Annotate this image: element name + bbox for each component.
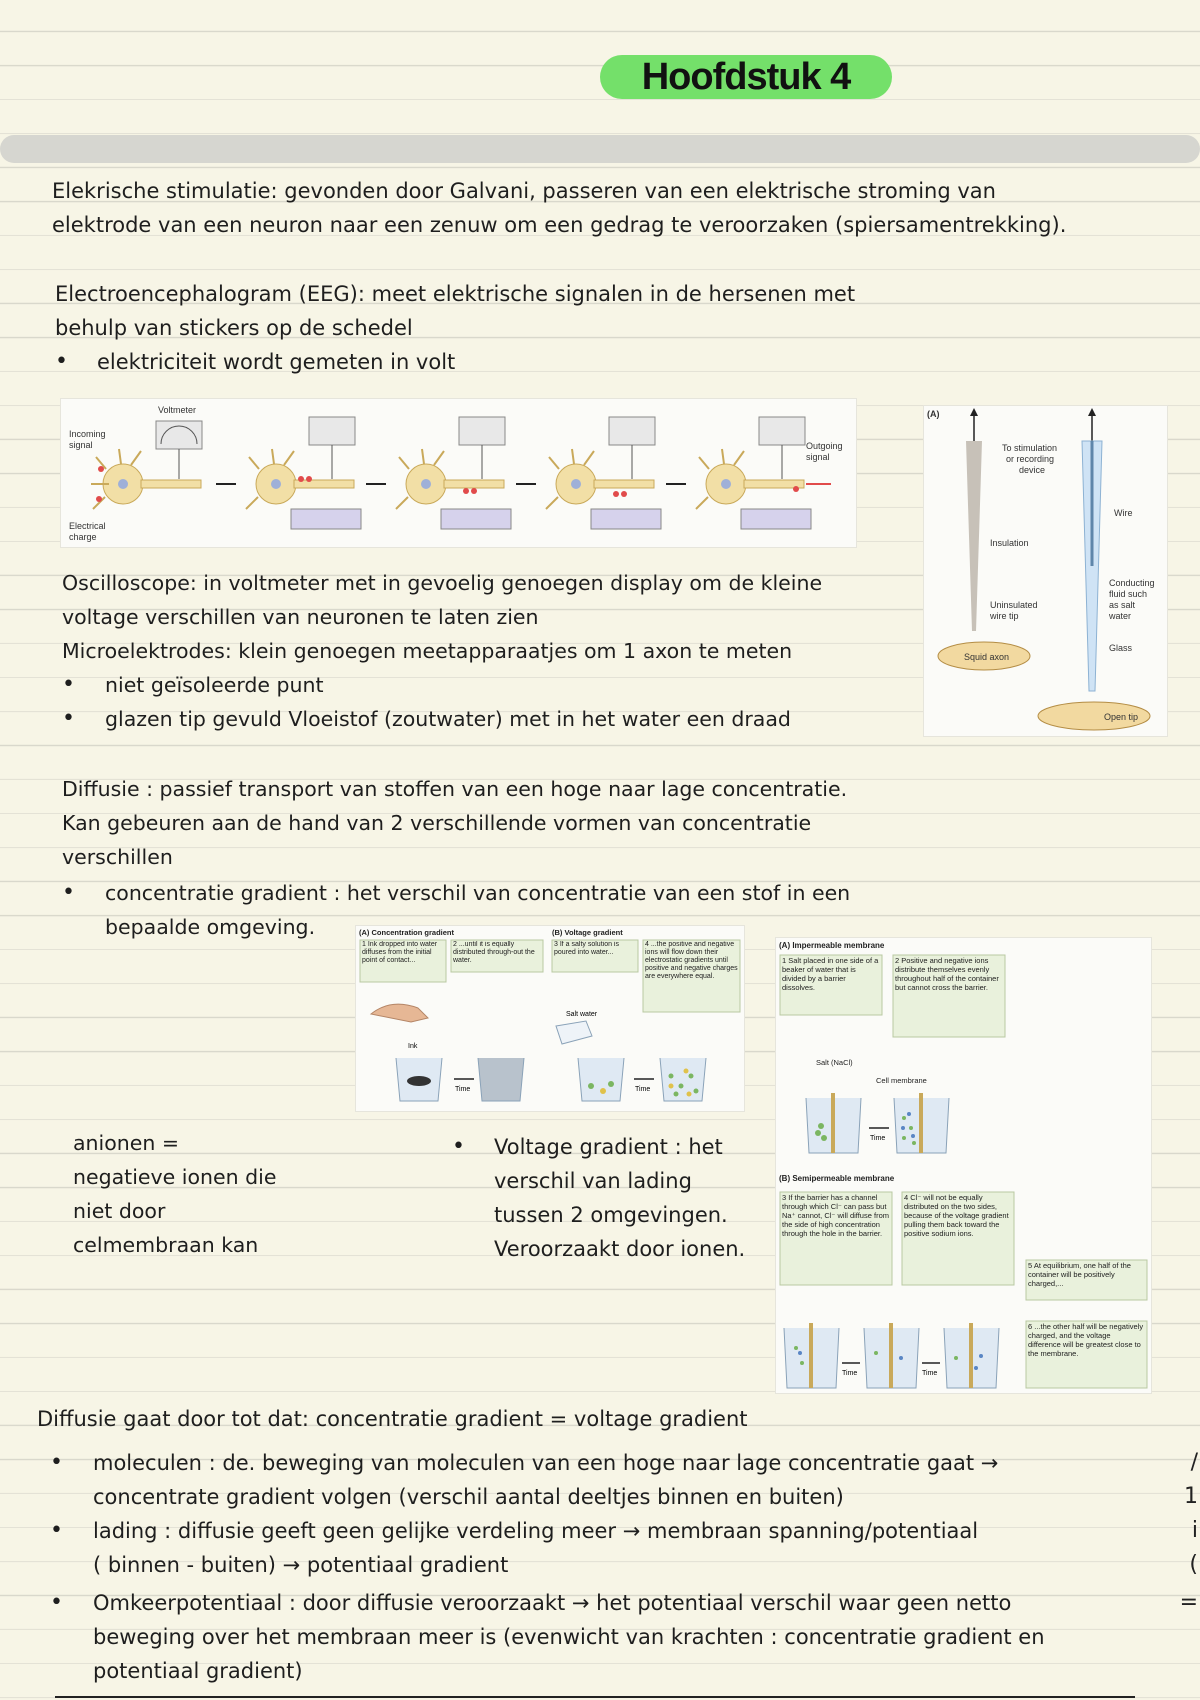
lading-line-2: ( binnen - buiten) → potentiaal gradient [93,1553,509,1577]
edge-mark: ( [1189,1552,1198,1577]
voltage-line-4: Veroorzaakt door ionen. [494,1237,746,1261]
salt-nacl-label: Salt (NaCl) [816,1058,853,1067]
stimulatie-line-1: Elekrische stimulatie: gevonden door Galvani, passeren van een elektrische stroming van [52,179,996,203]
gradient-diagram [356,926,744,1111]
charge-label-2: charge [69,532,97,542]
stim-label-1: To stimulation [1002,443,1058,453]
uninsulated-label-1: Uninsulated [990,600,1038,610]
outgoing-label-2: signal [806,452,830,462]
bullet-dot: • [452,1134,465,1159]
edge-mark: = [1179,1590,1198,1615]
incoming-label-1: Incoming [69,429,106,439]
voltage-panel-label: (B) Voltage gradient [552,928,623,937]
anionen-line-1: anionen = [73,1131,180,1155]
bullet-dot: • [50,1450,63,1475]
outgoing-label-1: Outgoing [806,441,843,451]
diffusie-gaat-title: Diffusie gaat door tot dat: concentratie gradient = voltage gradient [37,1407,748,1431]
oscilloscope-line-1: Oscilloscope: in voltmeter met in gevoelig genoegen display om de kleine [62,571,823,595]
neuron-3 [396,417,511,529]
page-title [600,55,892,99]
membrane-box-5: 5 At equilibrium, one half of the container will be positively charged,... [1028,1261,1131,1288]
eeg-line-1: Electroencephalogram (EEG): meet elektrische signalen in de hersenen met [55,282,856,306]
time-label-b: Time [842,1370,858,1377]
moleculen-line-2: concentrate gradient volgen (verschil aantal deeltjes binnen en buiten) [93,1485,844,1509]
conducting-label-1: Conducting [1109,578,1155,588]
open-tip-label: Open tip [1104,712,1139,722]
omkeer-line-1: Omkeerpotentiaal : door diffusie veroorzaakt → het potentiaal verschil waar geen netto [93,1591,1012,1615]
time-label-1: Time [455,1086,471,1093]
diffusie-line-3: verschillen [62,845,173,869]
edge-mark: 1 [1184,1484,1198,1509]
bullet-dot: • [62,672,75,697]
anionen-line-4: celmembraan kan [73,1233,259,1257]
omkeer-line-3: potentiaal gradient) [93,1659,303,1683]
neuron-2 [246,417,361,529]
edge-mark: i [1191,1518,1198,1543]
wire-label: Wire [1114,508,1133,518]
conducting-label-4: water [1109,611,1132,621]
microelektrodes-bullet-2: glazen tip gevuld Vloeistof (zoutwater) met in het water een draad [105,707,791,731]
gradient-box-3: 3 If a salty solution is poured into water... [554,941,619,956]
anionen-line-3: niet door [73,1199,166,1223]
moleculen-line-1: moleculen : de. beweging van moleculen van een hoge naar lage concentratie gaat → [93,1451,999,1475]
page-title-text: Hoofdstuk 4 [641,56,851,98]
conducting-label-2: fluid such [1109,589,1148,599]
concentratie-line-1: concentratie gradient : het verschil van concentratie van een stof in een [105,881,851,905]
concentration-panel-label: (A) Concentration gradient [359,928,454,937]
bottom-rule [55,1696,1135,1698]
header-divider [0,135,1200,163]
eeg-bullet-1: elektriciteit wordt gemeten in volt [97,350,456,374]
bullet-dot: • [62,880,75,905]
edge-mark: / [1190,1450,1198,1475]
stim-label-2: or recording [1006,454,1055,464]
omkeer-line-2: beweging over het membraan meer is (evenwicht van krachten : concentratie gradient en [93,1625,1045,1649]
membrane-box-3: 3 If the barrier has a channel through which Cl⁻ can pass but Na⁺ cannot, Cl⁻ will diffuse from the side of high concentration through the hole in the barrier. [782,1193,889,1238]
impermeable-panel-label: (A) Impermeable membrane [779,941,885,950]
microelectrode-figure [923,405,1168,737]
neuron-signal-diagram [61,399,856,547]
time-label-c: Time [922,1370,938,1377]
bullet-dot: • [50,1518,63,1543]
bullet-dot: • [62,706,75,731]
stimulatie-line-2: elektrode van een neuron naar een zenuw om een gedrag te veroorzaken (spiersamentrekking). [52,213,1067,237]
neuron-signal-figure [60,398,857,548]
membrane-figure [775,937,1152,1394]
anionen-line-2: negatieve ionen die [73,1165,277,1189]
microelectrode-diagram [924,406,1167,736]
stim-label-3: device [1019,465,1046,475]
membrane-diagram [776,938,1151,1393]
voltage-line-2: verschil van lading [494,1169,692,1193]
voltmeter-label: Voltmeter [158,405,197,415]
semipermeable-panel-label: (B) Semipermeable membrane [779,1174,895,1183]
conducting-label-3: as salt [1109,600,1136,610]
diffusie-line-2: Kan gebeuren aan de hand van 2 verschillende vormen van concentratie [62,811,812,835]
salt-water-label: Salt water [566,1011,598,1018]
neuron-1 [91,421,202,509]
squid-axon-label: Squid axon [964,652,1010,662]
microelektrodes-bullet-1: niet geïsoleerde punt [105,673,324,697]
ink-label: Ink [408,1043,418,1050]
time-label-2: Time [635,1086,651,1093]
diffusie-line-1: Diffusie : passief transport van stoffen van een hoge naar lage concentratie. [62,777,848,801]
neuron-4 [546,417,661,529]
bullet-dot: • [55,349,68,374]
eeg-line-2: behulp van stickers op de schedel [55,316,413,340]
membrane-box-1: 1 Salt placed in one side of a beaker of water that is divided by a barrier dissolves. [782,956,879,992]
voltage-line-3: tussen 2 omgevingen. [494,1203,728,1227]
glass-label: Glass [1109,643,1133,653]
microelektrodes-line: Microelektrodes: klein genoegen meetapparaatjes om 1 axon te meten [62,639,793,663]
lading-line-1: lading : diffusie geeft geen gelijke verdeling meer → membraan spanning/potentiaal [93,1519,979,1543]
panel-label: (A) [927,409,940,419]
cell-membrane-label: Cell membrane [876,1076,927,1085]
gradient-box-4: 4 ...the positive and negative ions will flow down their electrostatic gradients until positive and negative charges are everywhere equal. [645,941,738,980]
membrane-box-2: 2 Positive and negative ions distribute themselves evenly throughout half of the container but cannot cross the barrier. [895,956,999,992]
membrane-box-4: 4 Cl⁻ will not be equally distributed on the two sides, because of the voltage gradient pulling them back toward the positive sodium ions. [904,1193,1009,1238]
gradient-box-1: 1 Ink dropped into water diffuses from the initial point of contact... [362,941,438,964]
gradient-box-2: 2 ...until it is equally distributed through-out the water. [453,941,535,964]
time-label-a: Time [870,1135,886,1142]
charge-label-1: Electrical [69,521,106,531]
uninsulated-label-2: wire tip [990,611,1019,621]
bullet-dot: • [50,1590,63,1615]
incoming-label-2: signal [69,440,93,450]
oscilloscope-line-2: voltage verschillen van neuronen te laten zien [62,605,539,629]
membrane-box-6: 6 ...the other half will be negatively charged, and the voltage difference will be greatest close to the membrane. [1028,1322,1144,1358]
neuron-5 [696,417,831,529]
insulation-label: Insulation [990,538,1029,548]
voltage-line-1: Voltage gradient : het [494,1135,723,1159]
gradient-figure [355,925,745,1112]
concentratie-line-2: bepaalde omgeving. [105,915,316,939]
